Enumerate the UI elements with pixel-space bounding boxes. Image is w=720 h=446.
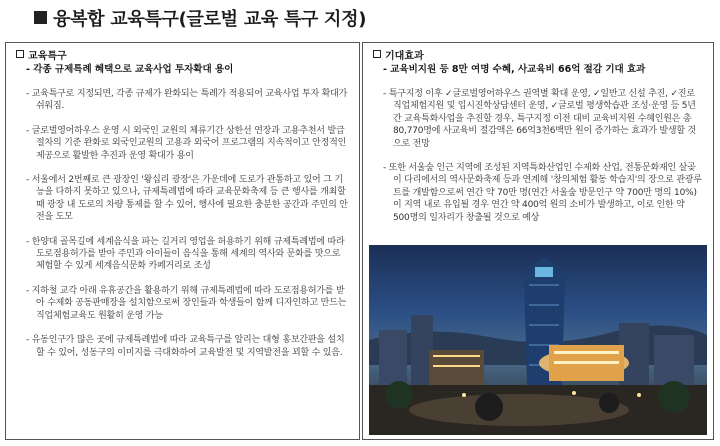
list-item: - 지하철 교각 아래 유휴공간을 활용하기 위해 규제특례법에 따라 도로점용허가를 받아 수제화 공동판매장을 설치함으로써 장인들과 학생들이 함께 디자인하고 만드는 직업체험교육도 원활히 운영 가능 [26, 285, 347, 321]
square-bullet-icon [16, 50, 24, 58]
city-night-illustration [369, 245, 707, 435]
right-panel-heading [373, 50, 703, 63]
left-panel [5, 42, 360, 440]
right-item-list [383, 88, 703, 224]
list-item: - 특구지정 이후 ✓글로벌영어하우스 권역별 확대 운영, ✓일반고 신설 추진, ✓진로직업체험지원 및 입시진학상담센터 운영, ✓글로벌 평생학습관 조성·운영 등 5년간 교육특화사업을 추진할 경우, 특구지정 이전 대비 교육비지원 수혜인원은 총 80,770명에 사교육비 절감액은 66억3천6백만 원이 증가하는 효과가 발생할 것으로 전망 [383, 89, 697, 149]
list-item: - 한양대 골목길에 세계음식을 파는 길거리 영업을 허용하기 위해 규제특례법에 따라 도로점용허가를 받아 주민과 아이들이 음식을 통해 세계의 역사와 문화를 맛으로 체험할 수 있게 세계음식문화 카페거리로 조성 [26, 236, 345, 272]
right-panel-subheading: - 교육비지원 등 8만 여명 수혜, 사교육비 66억 절감 기대 효과 [383, 64, 646, 75]
list-item: - 교육특구로 지정되면, 각종 규제가 완화되는 특례가 적용되어 교육사업 투자 확대가 쉬워짐. [26, 89, 348, 112]
right-panel [362, 42, 714, 440]
right-heading-text: 기대효과 [385, 51, 424, 62]
page-title-text: 융복합 교육특구(글로벌 교육 특구 지정) [53, 9, 367, 30]
city-night-photo [369, 245, 707, 435]
list-item: - 서울에서 2번째로 큰 광장인 '왕십리 광장'은 가운데에 도로가 관통하고 있어 그 기능을 다하지 못하고 있으나, 규제특례법에 따라 교육문화축제 등 큰 행사를 개최할 때 광장 내 도로의 차량 통제를 할 수 있어, 행사에 필요한 충분한 공간과 주민의 안전을 도모 [26, 175, 348, 223]
left-heading-text: 교육특구 [28, 51, 67, 62]
left-panel-subheading: - 각종 규제특례 혜택으로 교육사업 투자확대 용이 [26, 64, 234, 75]
list-item: - 글로벌영어하우스 운영 시 외국인 교원의 체류기간 상한선 연장과 고용추천서 발급절차의 기준 완화로 외국인교원의 고용과 외국어 프로그램의 지속적이고 안정적인 제공으로 활발한 추진과 운영 확대가 용이 [26, 125, 347, 161]
list-item: - 또한 서울숲 인근 지역에 조성된 지역특화산업인 수제화 산업, 전통문화재인 살곶이 다리에서의 역사문화축제 등과 연계해 '창의체험 활동 학습지'의 장으로 관광루트를 개발함으로써 연간 약 70만 명(연간 서울숲 방문인구 약 700만 명의 10%)이 지역 내로 유입될 경우 연간 약 400억 원의 소비가 발생하고, 이로 인한 약 500명의 일자리가 창출될 것으로 예상 [383, 163, 702, 223]
square-bullet-icon [373, 50, 381, 58]
square-bullet-icon [34, 11, 47, 24]
list-item: - 유동인구가 많은 곳에 규제특례법에 따라 교육특구를 알리는 대형 홍보간판을 설치할 수 있어, 성동구의 이미지를 극대화하여 교육발전 및 지역발전을 꾀할 수 있음. [26, 335, 345, 358]
left-panel-heading [16, 50, 349, 63]
left-item-list [26, 88, 349, 359]
page-title [34, 5, 366, 31]
